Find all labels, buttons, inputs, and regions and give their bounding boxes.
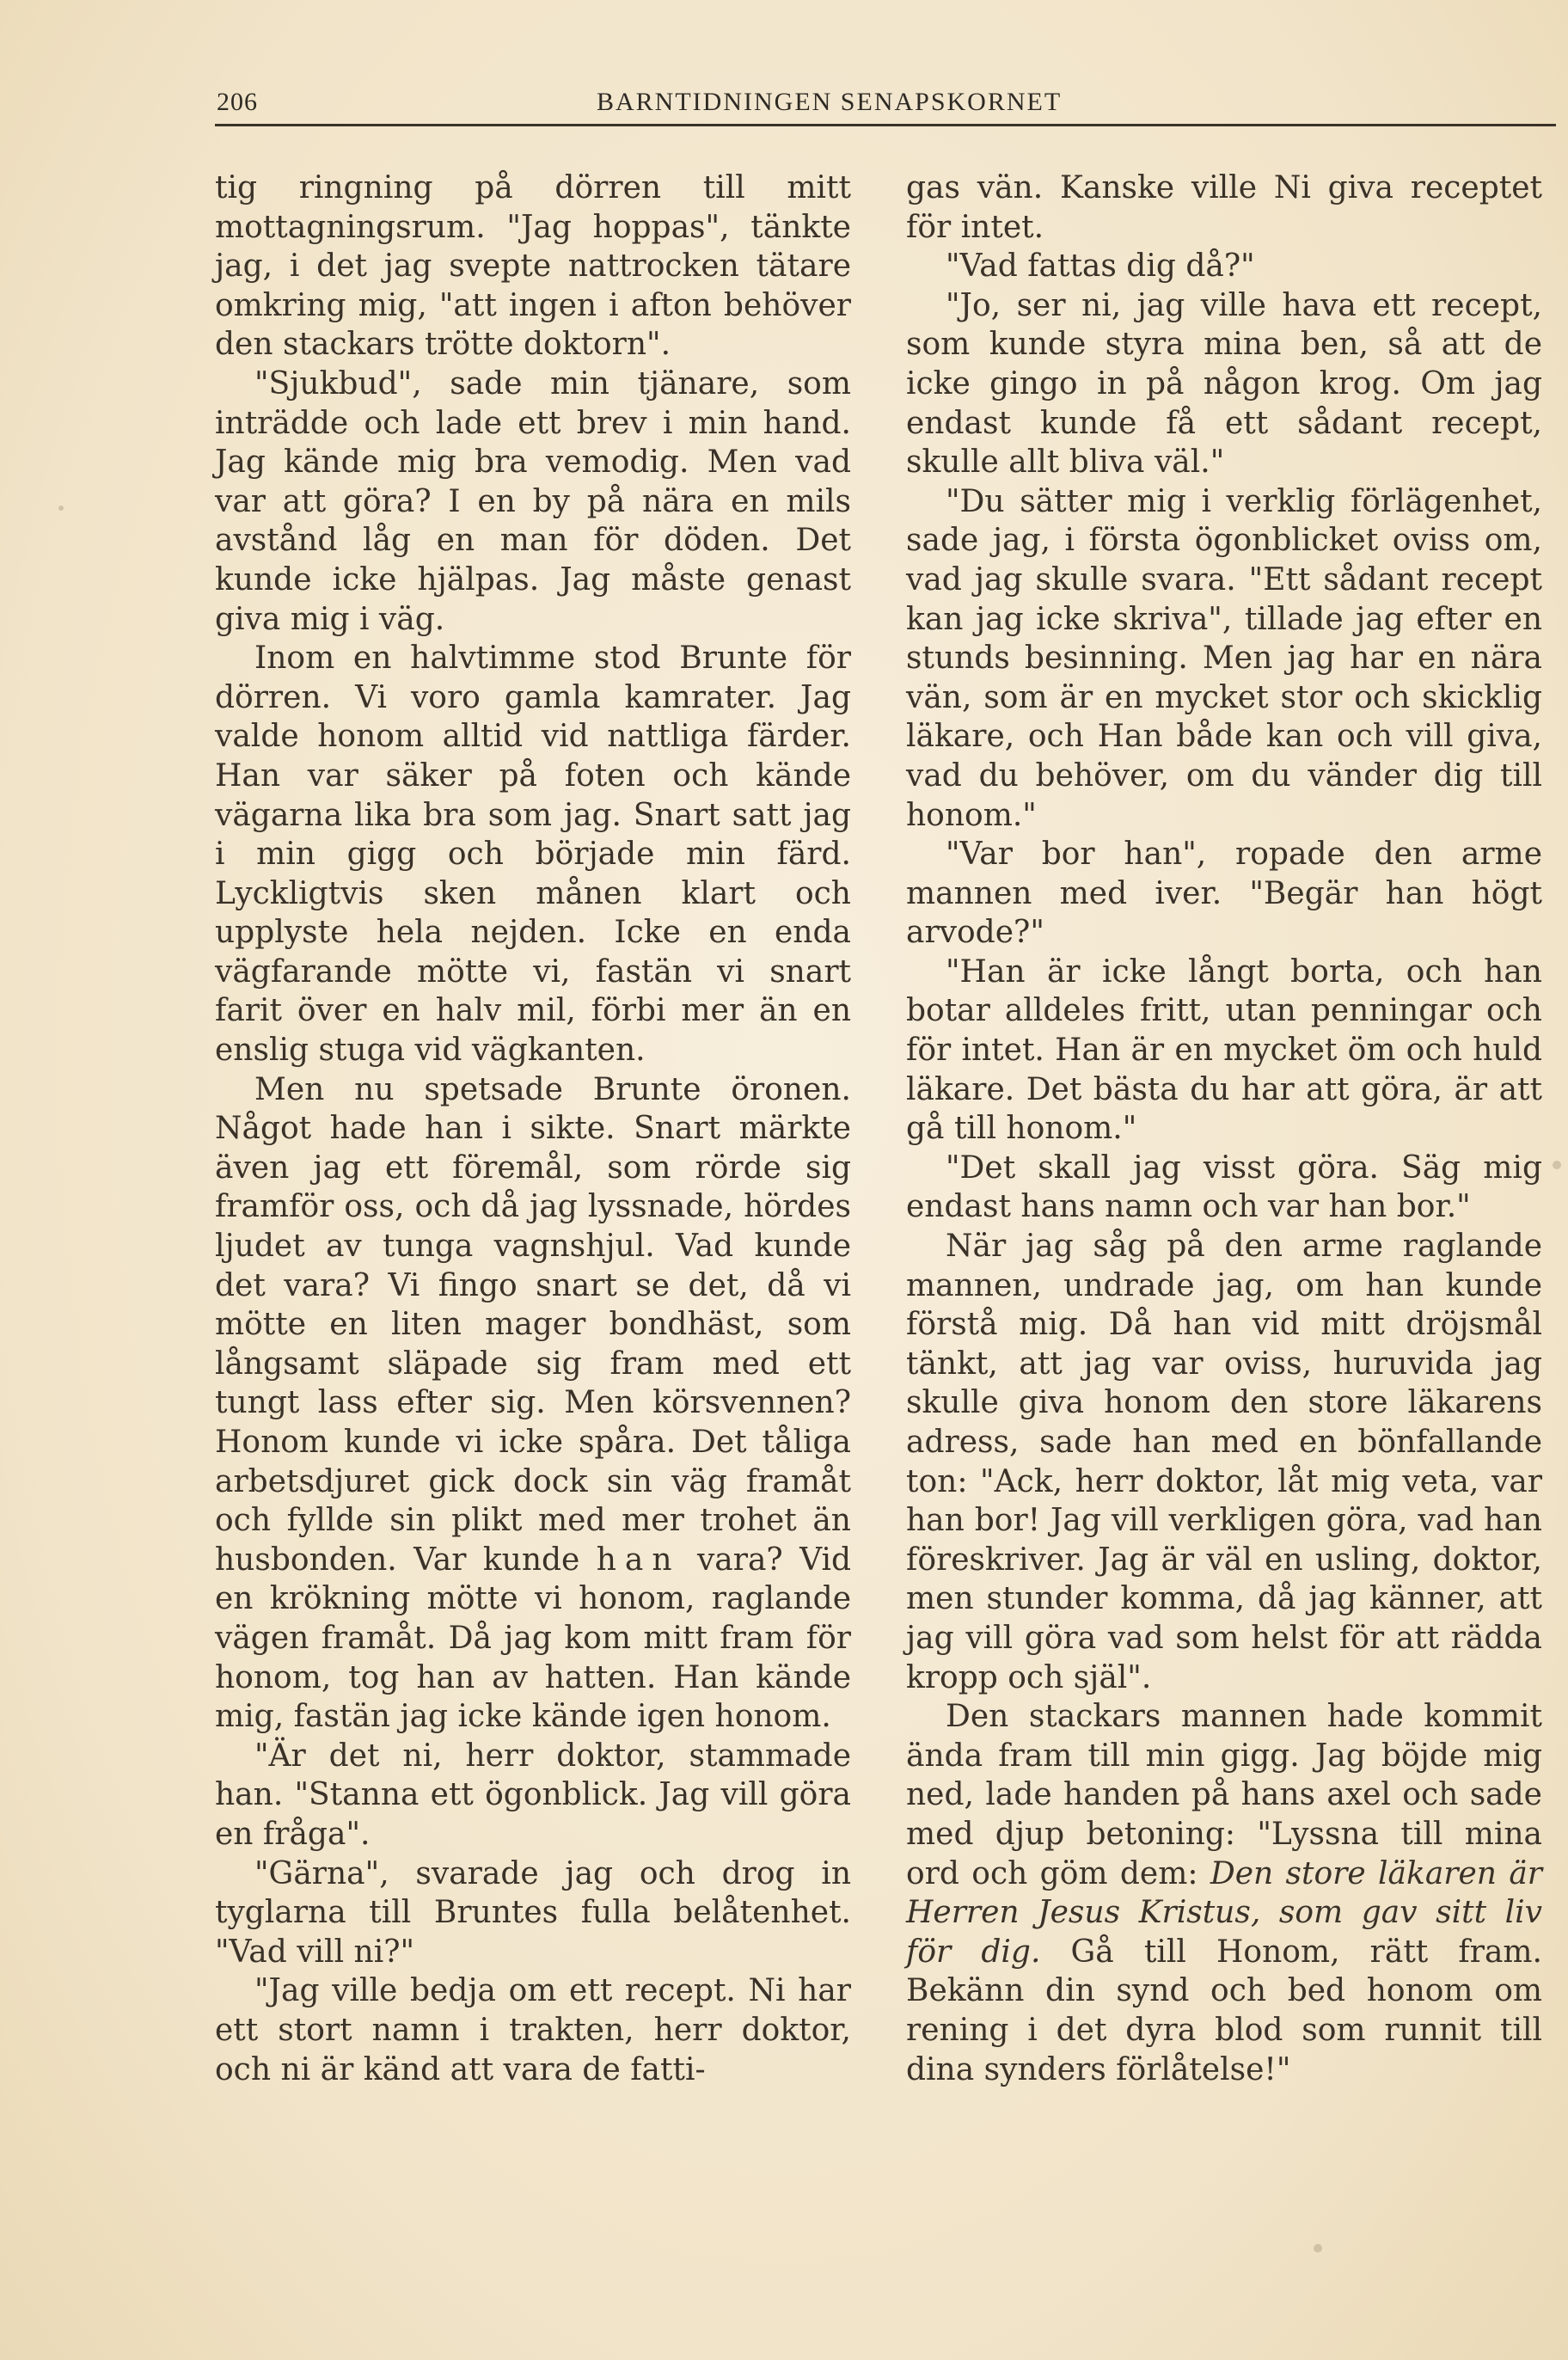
right-column <box>906 169 1542 2089</box>
paragraph-text: Den stackars mannen hade kommit ända fram till min gigg. Jag böjde mig ned, lade handen på hans axel och sade med djup betoning: "Lyssna till mina ord och göm dem: <box>906 1699 1542 1891</box>
paragraph: "Du sätter mig i verklig förlägenhet, sade jag, i första ögonblicket oviss om, vad jag skulle svara. "Ett sådant recept kan jag icke skriva", tillade jag efter en stunds besinning. Men jag har en nära vän, som är en mycket stor och skicklig läkare, och Han både kan och vill giva, vad du behöver, om du vänder dig till honom." <box>906 483 1542 833</box>
paper-stain <box>1553 1161 1561 1169</box>
paragraph: "Han är icke långt borta, och han botar alldeles fritt, utan penningar och för intet. Han är en mycket öm och huld läkare. Det bästa du har att göra, är att gå till honom." <box>906 953 1542 1147</box>
page-number: 206 <box>217 88 258 116</box>
spaced-word: han <box>596 1542 681 1578</box>
paragraph: "Sjukbud", sade min tjänare, som inträdde och lade ett brev i min hand. Jag kände mig bra vemodig. Men vad var att göra? I en by på nära en mils avstånd låg en man för döden. Det kunde icke hjälpas. Jag måste genast giva mig i väg. <box>215 365 851 637</box>
paper-stain <box>1314 2244 1322 2253</box>
paragraph: Inom en halvtimme stod Brunte för dörren. Vi voro gamla kamrater. Jag valde honom alltid vid nattliga färder. Han var säker på foten och kände vägarna lika bra som jag. Snart satt jag i min gigg och började min färd. Lyckligtvis sken månen klart och upplyste hela nejden. Icke en enda vägfarande mötte vi, fastän vi snart farit över en halv mil, förbi mer än en enslig stuga vid vägkanten. <box>215 641 851 1069</box>
paragraph: "Vad fattas dig då?" <box>946 248 1255 285</box>
paragraph: gas vän. Kanske ville Ni giva receptet för intet. <box>906 170 1542 245</box>
paragraph: "Är det ni, herr doktor, stammade han. "Stanna ett ögonblick. Jag vill göra en fråga". <box>215 1738 851 1852</box>
paragraph: "Det skall jag visst göra. Säg mig endast hans namn och var han bor." <box>906 1149 1542 1225</box>
header-rule <box>215 124 1556 126</box>
italic-quote: Den store läkaren är Herren Jesus Kristus, som gav sitt liv för dig. <box>906 1855 1543 1970</box>
paper-stain <box>58 506 64 511</box>
paragraph: "Jag ville bedja om ett recept. Ni har ett stort namn i trakten, herr doktor, och ni är känd att vara de fatti- <box>215 1973 851 2087</box>
paragraph: "Jo, ser ni, jag ville hava ett recept, som kunde styra mina ben, så att de icke gingo in på någon krog. Om jag endast kunde få ett sådant recept, skulle allt bliva väl." <box>906 287 1542 481</box>
paragraph <box>215 1070 851 1737</box>
paragraph: tig ringning på dörren till mitt mottagningsrum. "Jag hoppas", tänkte jag, i det jag svepte nattrocken tätare omkring mig, "att ingen i afton behöver den stackars trötte doktorn". <box>215 170 851 363</box>
left-column <box>215 169 851 2089</box>
paragraph-text: Men nu spetsade Brunte öronen. Något hade han i sikte. Snart märkte även jag ett föremål, som rörde sig framför oss, och då jag lyssnade, hördes ljudet av tunga vagnshjul. Vad kunde det vara? Vi fingo snart se det, då vi mötte en liten mager bondhäst, som långsamt släpade sig fram med ett tungt lass efter sig. Men körsvennen? Honom kunde vi icke spåra. Det tåliga arbetsdjuret gick dock sin väg framåt och fyllde sin plikt med mer trohet än husbonden. Var kunde <box>215 1071 851 1578</box>
paragraph-text: Gå till Honom, rätt fram. Bekänn din synd och bed honom om rening i det dyra blod som runnit till dina synders förlåtelse!" <box>906 1934 1542 2087</box>
paragraph: "Var bor han", ropade den arme mannen med iver. "Begär han högt arvode?" <box>906 837 1542 951</box>
paragraph <box>906 1697 1542 2089</box>
paragraph: När jag såg på den arme raglande mannen, undrade jag, om han kunde förstå mig. Då han vid mitt dröjsmål tänkt, att jag var oviss, huruvida jag skulle giva honom den store läkarens adress, sade han med en bönfallande ton: "Ack, herr doktor, låt mig veta, var han bor! Jag vill verkligen göra, vad han föreskriver. Jag är väl en usling, doktor, men stunder komma, då jag känner, att jag vill göra vad som helst för att rädda kropp och själ". <box>906 1229 1542 1695</box>
paragraph: "Gärna", svarade jag och drog in tyglarna till Bruntes fulla belåtenhet. "Vad vill ni?" <box>215 1855 851 1970</box>
paragraph-text: vara? Vid en krökning mötte vi honom, raglande vägen framåt. Då jag kom mitt fram för honom, tog han av hatten. Han kände mig, fastän jag icke kände igen honom. <box>215 1542 852 1735</box>
running-title: BARNTIDNINGEN SENAPSKORNET <box>597 88 1063 116</box>
page-header <box>215 72 1556 124</box>
